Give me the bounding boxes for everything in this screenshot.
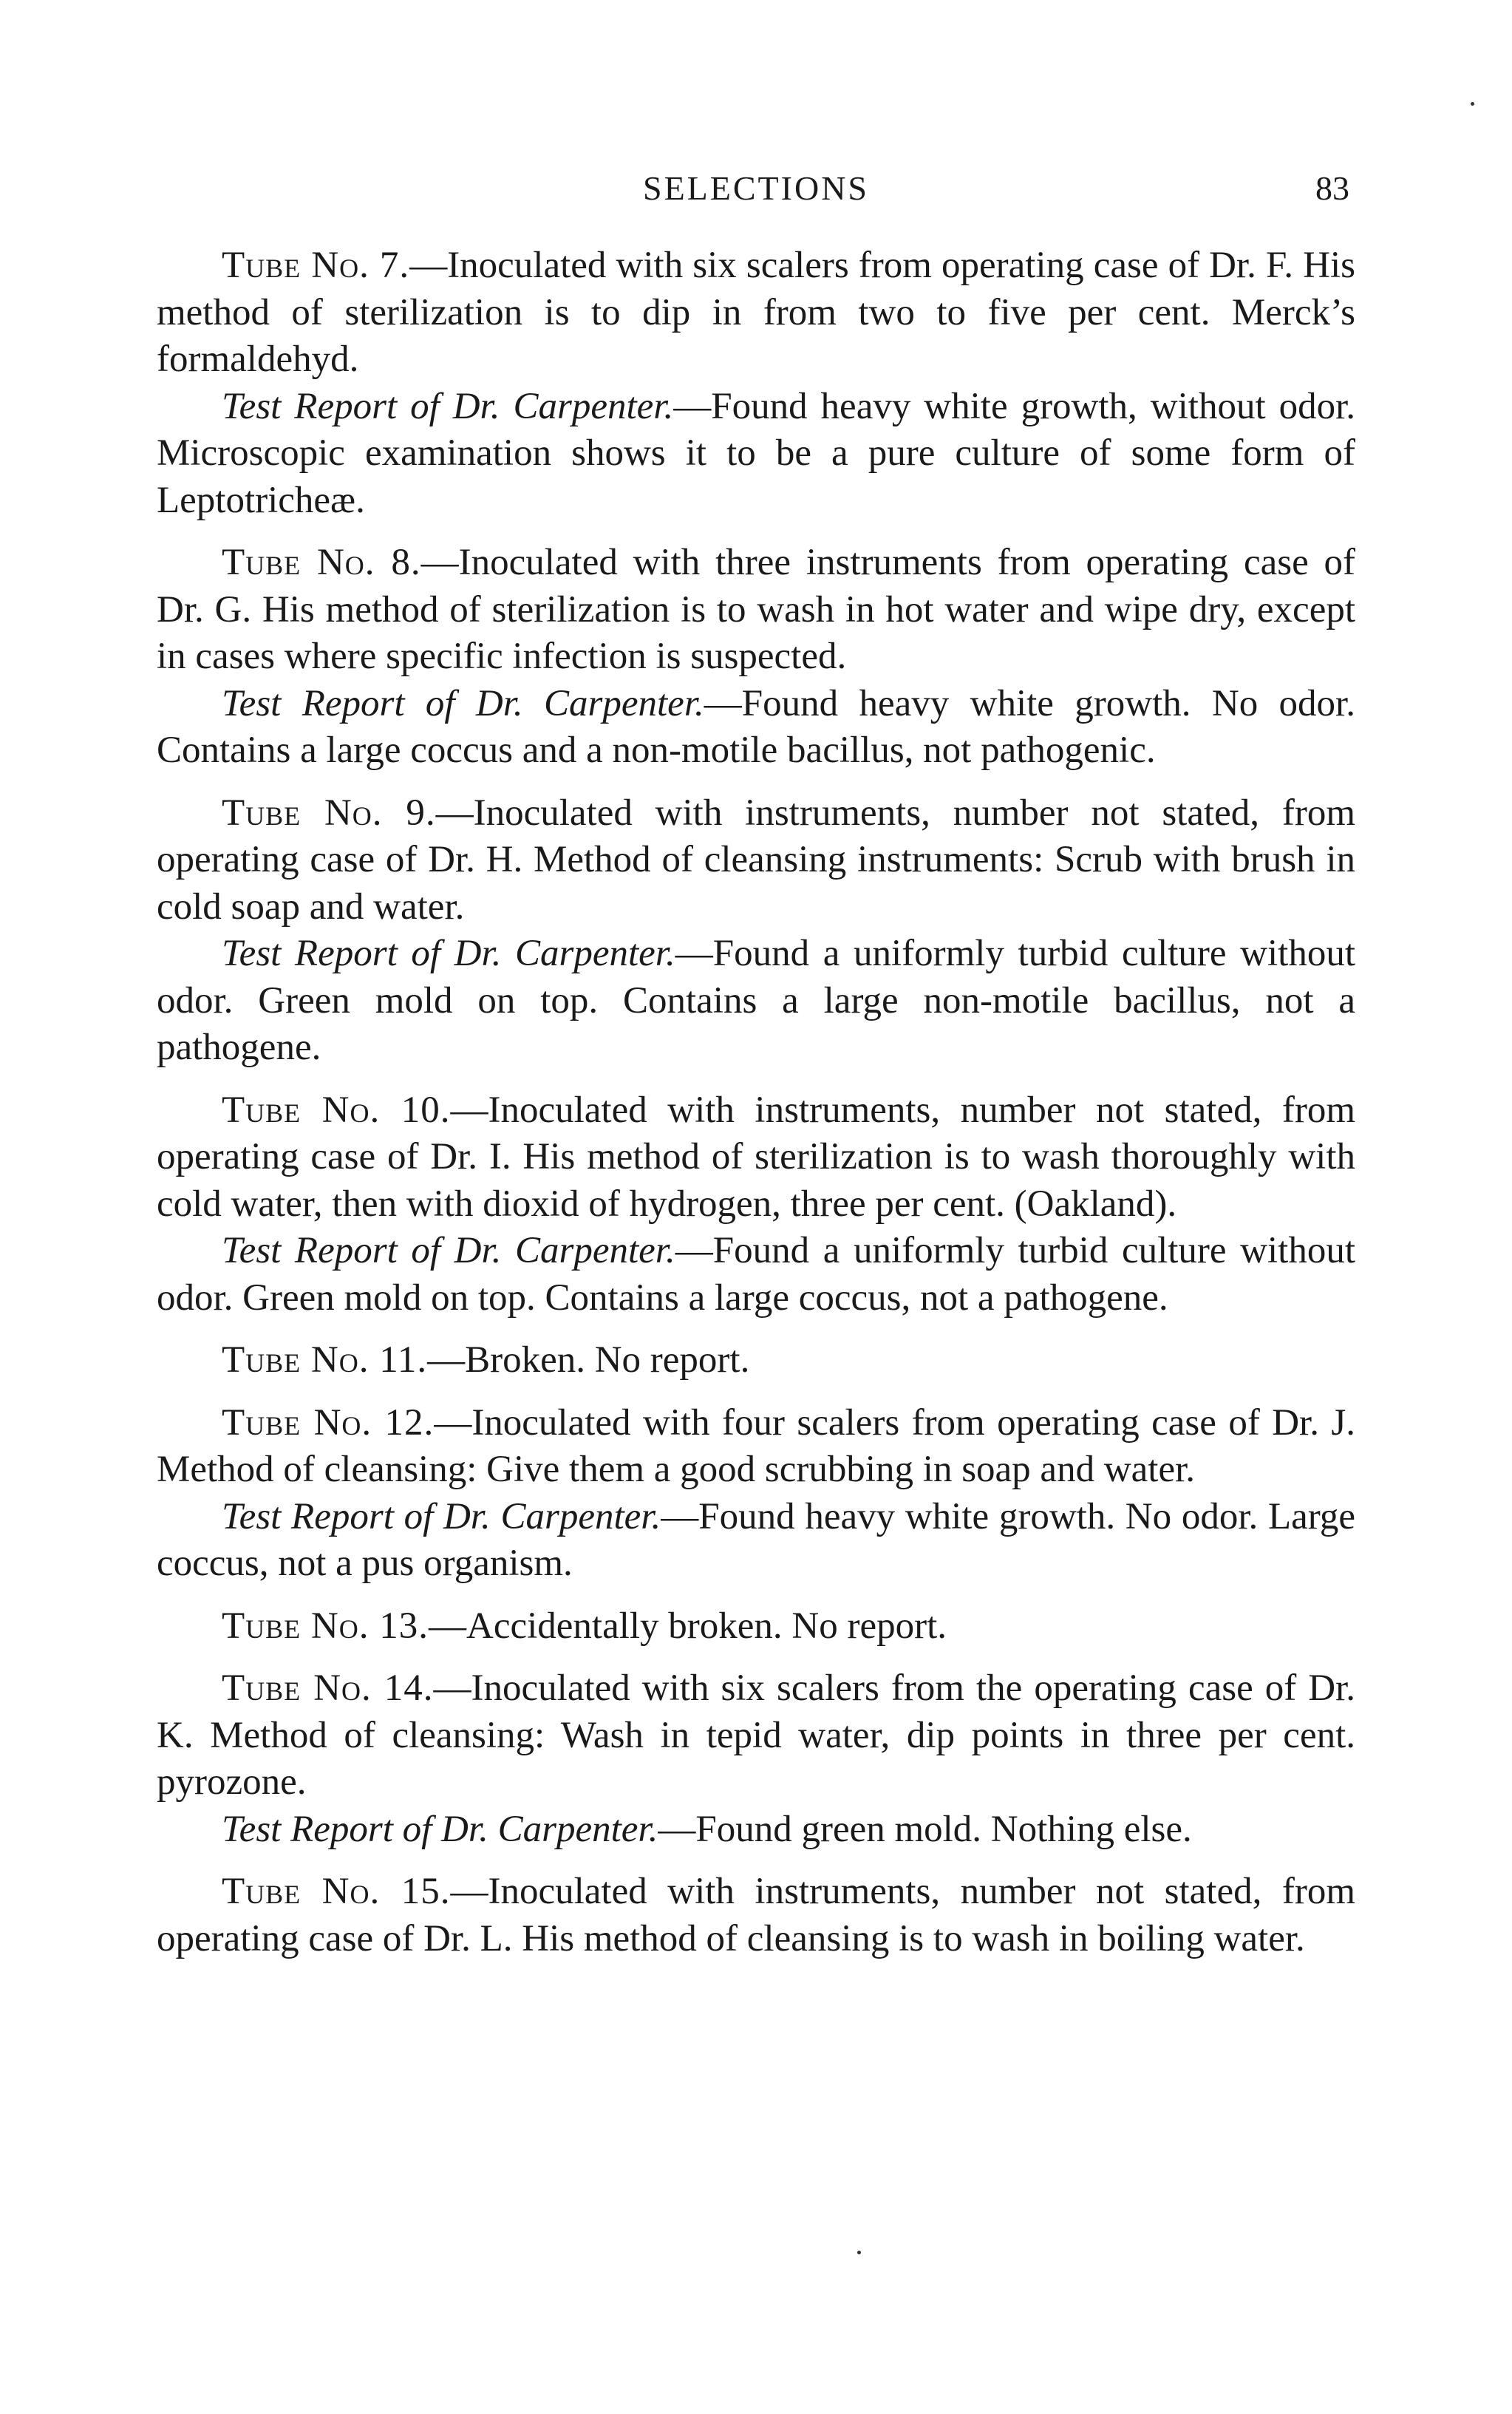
report-text: —Found heavy white growth. No odor. Large coccus, not a pus organism.	[157, 1495, 1355, 1584]
tube-entry-12	[157, 1400, 1355, 1588]
tube-label: Tube No. 8.	[222, 542, 421, 583]
inoculation-paragraph	[157, 540, 1355, 681]
report-paragraph	[157, 1228, 1355, 1322]
running-head	[0, 169, 1512, 220]
tube-label: Tube No. 7.	[222, 245, 410, 286]
report-text: —Found heavy white growth, without odor. Microscopic examination shows it to be a pure culture of some form of Leptotricheæ.	[157, 385, 1355, 521]
ink-speck	[857, 2251, 861, 2254]
tube-label: Tube No. 9.	[222, 792, 436, 834]
report-text: —Found green mold. Nothing else.	[658, 1808, 1192, 1850]
tube-label: Tube No. 13.	[222, 1605, 429, 1647]
report-paragraph	[157, 1494, 1355, 1588]
inoculation-paragraph	[157, 1337, 1355, 1384]
inoculation-text: —Inoculated with instruments, number not stated, from operating case of Dr. I. His method of sterilization is to wash thoroughly with cold water, then with dioxid of hydrogen, three per cent. (Oakland).	[157, 1089, 1355, 1225]
inoculation-text: —Inoculated with three instruments from operating case of Dr. G. His method of sterilization is to wash in hot water and wipe dry, except in cases where specific infection is suspected.	[157, 542, 1355, 677]
inoculation-text: —Inoculated with six scalers from operating case of Dr. F. His method of sterilization is to dip in from two to five per cent. Merck’s formaldehyd.	[157, 245, 1355, 380]
tube-entry-11	[157, 1337, 1355, 1384]
inoculation-text: —Inoculated with six scalers from the operating case of Dr. K. Method of cleansing: Wash in tepid water, dip points in three per cent. pyrozone.	[157, 1667, 1356, 1803]
tube-label: Tube No. 14.	[222, 1667, 434, 1709]
tube-entry-14	[157, 1665, 1355, 1853]
report-label: Test Report of Dr. Carpenter.	[222, 385, 674, 427]
page-number: 83	[1315, 169, 1349, 207]
tube-entry-9	[157, 790, 1355, 1072]
inoculation-paragraph	[157, 1665, 1355, 1806]
inoculation-paragraph	[157, 1603, 1355, 1650]
report-paragraph	[157, 681, 1355, 775]
tube-entry-13	[157, 1603, 1355, 1650]
inoculation-paragraph	[157, 790, 1355, 931]
report-label: Test Report of Dr. Carpenter.	[222, 1808, 658, 1850]
report-paragraph	[157, 384, 1355, 525]
report-label: Test Report of Dr. Carpenter.	[222, 1495, 661, 1537]
inoculation-paragraph	[157, 1087, 1355, 1228]
inoculation-text: —Broken. No report.	[427, 1339, 750, 1381]
inoculation-text: —Accidentally broken. No report.	[428, 1605, 947, 1647]
tube-entry-8	[157, 540, 1355, 775]
tube-entry-15	[157, 1869, 1355, 1962]
inoculation-paragraph	[157, 242, 1355, 384]
report-label: Test Report of Dr. Carpenter.	[222, 1230, 675, 1271]
report-text: —Found a uniformly turbid culture without odor. Green mold on top. Contains a large coccus, not a pathogene.	[157, 1230, 1355, 1319]
report-paragraph	[157, 1806, 1355, 1854]
inoculation-text: —Inoculated with instruments, number not stated, from operating case of Dr. H. Method of cleansing instruments: Scrub with brush in cold soap and water.	[157, 792, 1355, 928]
tube-entry-10	[157, 1087, 1355, 1322]
inoculation-text: —Inoculated with four scalers from operating case of Dr. J. Method of cleansing: Give them a good scrubbing in soap and water.	[157, 1401, 1355, 1490]
inoculation-text: —Inoculated with instruments, number not stated, from operating case of Dr. L. His method of cleansing is to wash in boiling water.	[157, 1871, 1355, 1959]
body-text	[157, 242, 1355, 1978]
tube-label: Tube No. 10.	[222, 1089, 451, 1131]
inoculation-paragraph	[157, 1869, 1355, 1962]
report-text: —Found heavy white growth. No odor. Contains a large coccus and a non-motile bacillus, not pathogenic.	[157, 682, 1355, 771]
tube-label: Tube No. 12.	[222, 1401, 435, 1444]
ink-speck	[1471, 102, 1474, 106]
report-label: Test Report of Dr. Carpenter.	[222, 933, 675, 974]
tube-entry-7	[157, 242, 1355, 524]
tube-label: Tube No. 15.	[222, 1871, 451, 1912]
report-paragraph	[157, 931, 1355, 1072]
report-label: Test Report of Dr. Carpenter.	[222, 682, 704, 724]
tube-label: Tube No. 11.	[222, 1339, 428, 1381]
inoculation-paragraph	[157, 1400, 1355, 1494]
running-title: SELECTIONS	[643, 169, 869, 207]
report-text: —Found a uniformly turbid culture without odor. Green mold on top. Contains a large non-motile bacillus, not a pathogene.	[157, 933, 1355, 1068]
